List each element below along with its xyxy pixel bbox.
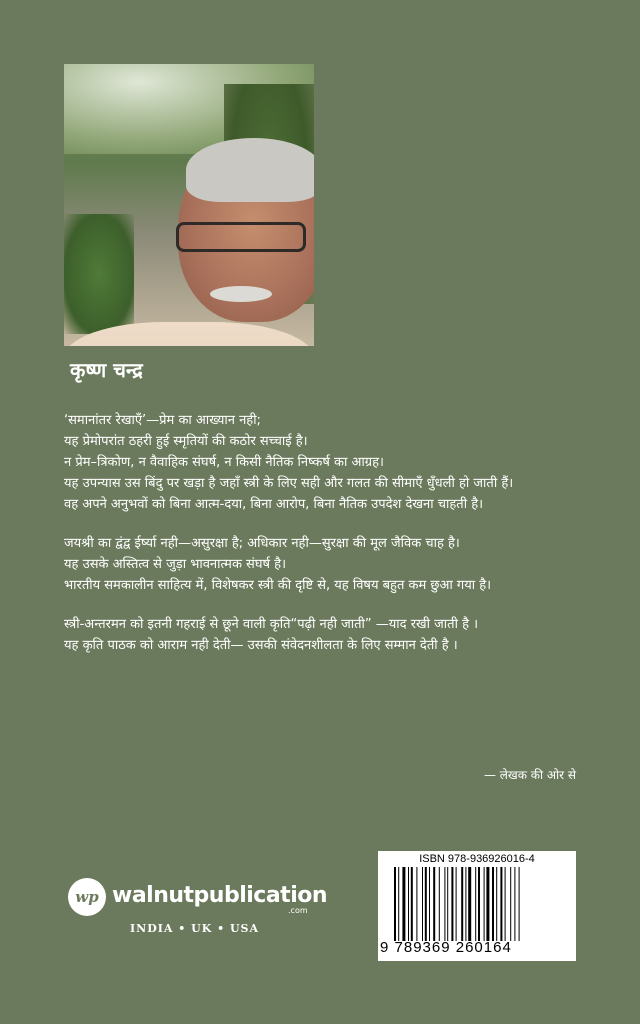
barcode-bar xyxy=(468,867,471,941)
barcode-bar xyxy=(465,867,466,941)
barcode-bar xyxy=(484,867,485,941)
publisher-regions: INDIA • UK • USA xyxy=(130,922,260,935)
barcode-bar xyxy=(398,867,399,941)
isbn-barcode xyxy=(378,851,576,961)
barcode-bar xyxy=(496,867,497,941)
barcode-bar xyxy=(475,867,476,941)
photo-mustache xyxy=(210,286,272,302)
barcode-bars xyxy=(394,867,570,941)
photo-hair xyxy=(186,138,314,202)
barcode-bar xyxy=(461,867,463,941)
blurb-line: वह अपने अनुभवों को बिना आत्म-दया, बिना आरोप, बिना नैतिक उपदेश देखना चाहती है। xyxy=(64,497,484,512)
barcode-bar xyxy=(422,867,423,941)
blurb-line: यह प्रेमोपरांत ठहरी हुई स्मृतियों की कठोर सच्चाई है। xyxy=(64,434,308,449)
barcode-bar xyxy=(408,867,409,941)
back-cover-blurb xyxy=(64,410,584,656)
blurb-line: ‘समानांतर रेखाएँ’—प्रेम का आख्यान नही; xyxy=(64,413,261,428)
barcode-bar xyxy=(411,867,413,941)
blurb-line: यह उपन्यास उस बिंदु पर खड़ा है जहाँ स्त्री के लिए सही और गलत की सीमाएँ धुँधली हो जाती हैं। xyxy=(64,476,514,491)
paragraph-gap xyxy=(64,515,584,533)
barcode-bar xyxy=(416,867,417,941)
barcode-bar xyxy=(510,867,511,941)
blurb-line: जयश्री का द्वंद्व ईर्ष्या नही—असुरक्षा है; अधिकार नही—सुरक्षा की मूल जैविक चाह है। xyxy=(64,536,460,551)
barcode-bar xyxy=(447,867,448,941)
photo-background-plant xyxy=(64,214,134,334)
barcode-bar xyxy=(402,867,405,941)
isbn-label: ISBN 978-936926016-4 xyxy=(419,853,535,865)
blurb-line: भारतीय समकालीन साहित्य में, विशेषकर स्त्री की दृष्टि से, यह विषय बहुत कम छुआ गया है। xyxy=(64,578,492,593)
barcode-digits: 9 789369 260164 xyxy=(380,939,512,956)
paragraph-gap xyxy=(64,596,584,614)
barcode-bar xyxy=(429,867,430,941)
barcode-bar xyxy=(451,867,453,941)
barcode-bar xyxy=(444,867,445,941)
barcode-bar xyxy=(514,867,515,941)
blurb-line: यह उसके अस्तित्व से जुड़ा भावनात्मक संघर्ष है। xyxy=(64,557,287,572)
author-photo xyxy=(64,64,314,346)
blurb-line: न प्रेम–त्रिकोण, न वैवाहिक संघर्ष, न किसी नैतिक निष्कर्ष का आग्रह। xyxy=(64,455,384,470)
barcode-bar xyxy=(492,867,494,941)
publisher-name: walnutpublication xyxy=(112,883,328,908)
barcode-bar xyxy=(486,867,489,941)
barcode-bar xyxy=(433,867,435,941)
barcode-bar xyxy=(519,867,520,941)
barcode-bar xyxy=(456,867,457,941)
photo-glasses xyxy=(176,222,306,252)
publisher-logo-icon: wp xyxy=(68,878,106,916)
barcode-bar xyxy=(500,867,502,941)
blurb-signature: — लेखक की ओर से xyxy=(483,768,576,782)
barcode-bar xyxy=(425,867,427,941)
author-name: कृष्ण चन्द्र xyxy=(70,358,143,382)
barcode-bar xyxy=(439,867,440,941)
publisher-domain: .com xyxy=(288,906,308,915)
blurb-line: यह कृति पाठक को आराम नही देती— उसकी संवेदनशीलता के लिए सम्मान देती है । xyxy=(64,638,458,653)
barcode-bar xyxy=(478,867,480,941)
blurb-line: स्त्री-अन्तरमन को इतनी गहराई से छूने वाली कृति“पढ़ी नही जाती” —याद रखी जाती है । xyxy=(64,617,479,632)
barcode-bar xyxy=(505,867,506,941)
barcode-bar xyxy=(394,867,396,941)
